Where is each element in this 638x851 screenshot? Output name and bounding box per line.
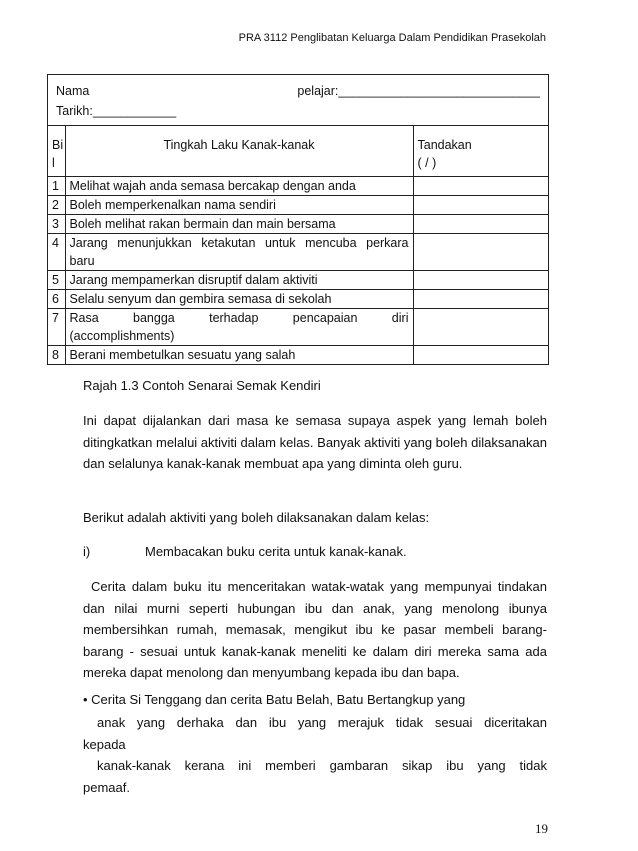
date-label: Tarikh:____________	[56, 104, 177, 118]
form-header	[48, 75, 548, 126]
mark-cell[interactable]	[413, 290, 548, 309]
mark-cell[interactable]	[413, 346, 548, 365]
table-row	[48, 234, 548, 271]
checklist-table	[48, 126, 548, 364]
name-label: Nama	[56, 84, 90, 98]
activity-item	[83, 541, 547, 563]
paragraph-intro: Ini dapat dijalankan dari masa ke semasa supaya aspek yang lemah boleh ditingkatkan melalui aktiviti dalam kelas. Banyak aktiviti yang boleh dilaksanakan dan selalunya kanak-kanak membuat apa yang diminta oleh guru.	[83, 413, 547, 471]
table-row	[48, 196, 548, 215]
header-mark: Tandakan ( / )	[413, 126, 548, 177]
row-number: 2	[48, 196, 65, 215]
student-label: pelajar:_____________________________	[297, 84, 540, 98]
row-behaviour: Berani membetulkan sesuatu yang salah	[65, 346, 413, 365]
row-number: 1	[48, 177, 65, 196]
row-behaviour: Boleh melihat rakan bermain dan main bersama	[65, 215, 413, 234]
row-number: 7	[48, 309, 65, 346]
row-behaviour: Jarang menunjukkan ketakutan untuk mencuba perkara baru	[65, 234, 413, 271]
figure-caption: Rajah 1.3 Contoh Senarai Semak Kendiri	[83, 378, 321, 393]
mark-cell[interactable]	[413, 215, 548, 234]
table-row	[48, 215, 548, 234]
self-checklist-form	[47, 74, 549, 365]
item-text: Membacakan buku cerita untuk kanak-kanak.	[145, 544, 407, 559]
item-number: i)	[83, 544, 91, 559]
running-header: PRA 3112 Penglibatan Keluarga Dalam Pendidikan Prasekolah	[238, 32, 546, 44]
table-row	[48, 346, 548, 365]
row-behaviour: Rasa bangga terhadap pencapaian diri (accomplishments)	[65, 309, 413, 346]
bullet-continuation: anak yang derhaka dan ibu yang merajuk tidak sesuai diceritakan kepada kanak-kanak kerana ini memberi gambaran sikap ibu yang tidak pemaaf.	[83, 715, 547, 795]
row-behaviour: Boleh memperkenalkan nama sendiri	[65, 196, 413, 215]
table-row	[48, 177, 548, 196]
table-row	[48, 309, 548, 346]
row-behaviour: Jarang mempamerkan disruptif dalam aktiviti	[65, 271, 413, 290]
table-row	[48, 290, 548, 309]
table-row	[48, 271, 548, 290]
row-number: 8	[48, 346, 65, 365]
mark-cell[interactable]	[413, 196, 548, 215]
row-number: 3	[48, 215, 65, 234]
bullet-item: • Cerita Si Tenggang dan cerita Batu Belah, Batu Bertangkup yang	[83, 692, 466, 707]
table-header-row	[48, 126, 548, 177]
mark-cell[interactable]	[413, 309, 548, 346]
row-number: 4	[48, 234, 65, 271]
mark-cell[interactable]	[413, 177, 548, 196]
row-number: 5	[48, 271, 65, 290]
name-line	[56, 81, 540, 101]
header-activity: Tingkah Laku Kanak-kanak	[65, 126, 413, 177]
paragraph-activities: Berikut adalah aktiviti yang boleh dilaksanakan dalam kelas:	[83, 510, 430, 525]
paragraph-story: Cerita dalam buku itu menceritakan watak-watak yang mempunyai tindakan dan nilai murni seperti hubungan ibu dan anak, yang menolong ibunya membersihkan rumah, memasak, mengikut ibu ke pasar membeli barang-barang - sesuai untuk kanak-kanak meneliti ke dalam diri mereka sama ada mereka dapat menolong dan menyumbang kepada ibu dan bapa.	[83, 579, 547, 680]
row-behaviour: Melihat wajah anda semasa bercakap dengan anda	[65, 177, 413, 196]
row-behaviour: Selalu senyum dan gembira semasa di sekolah	[65, 290, 413, 309]
row-number: 6	[48, 290, 65, 309]
mark-cell[interactable]	[413, 234, 548, 271]
page-number: 19	[535, 821, 548, 836]
mark-cell[interactable]	[413, 271, 548, 290]
header-bil: Bi l	[48, 126, 65, 177]
